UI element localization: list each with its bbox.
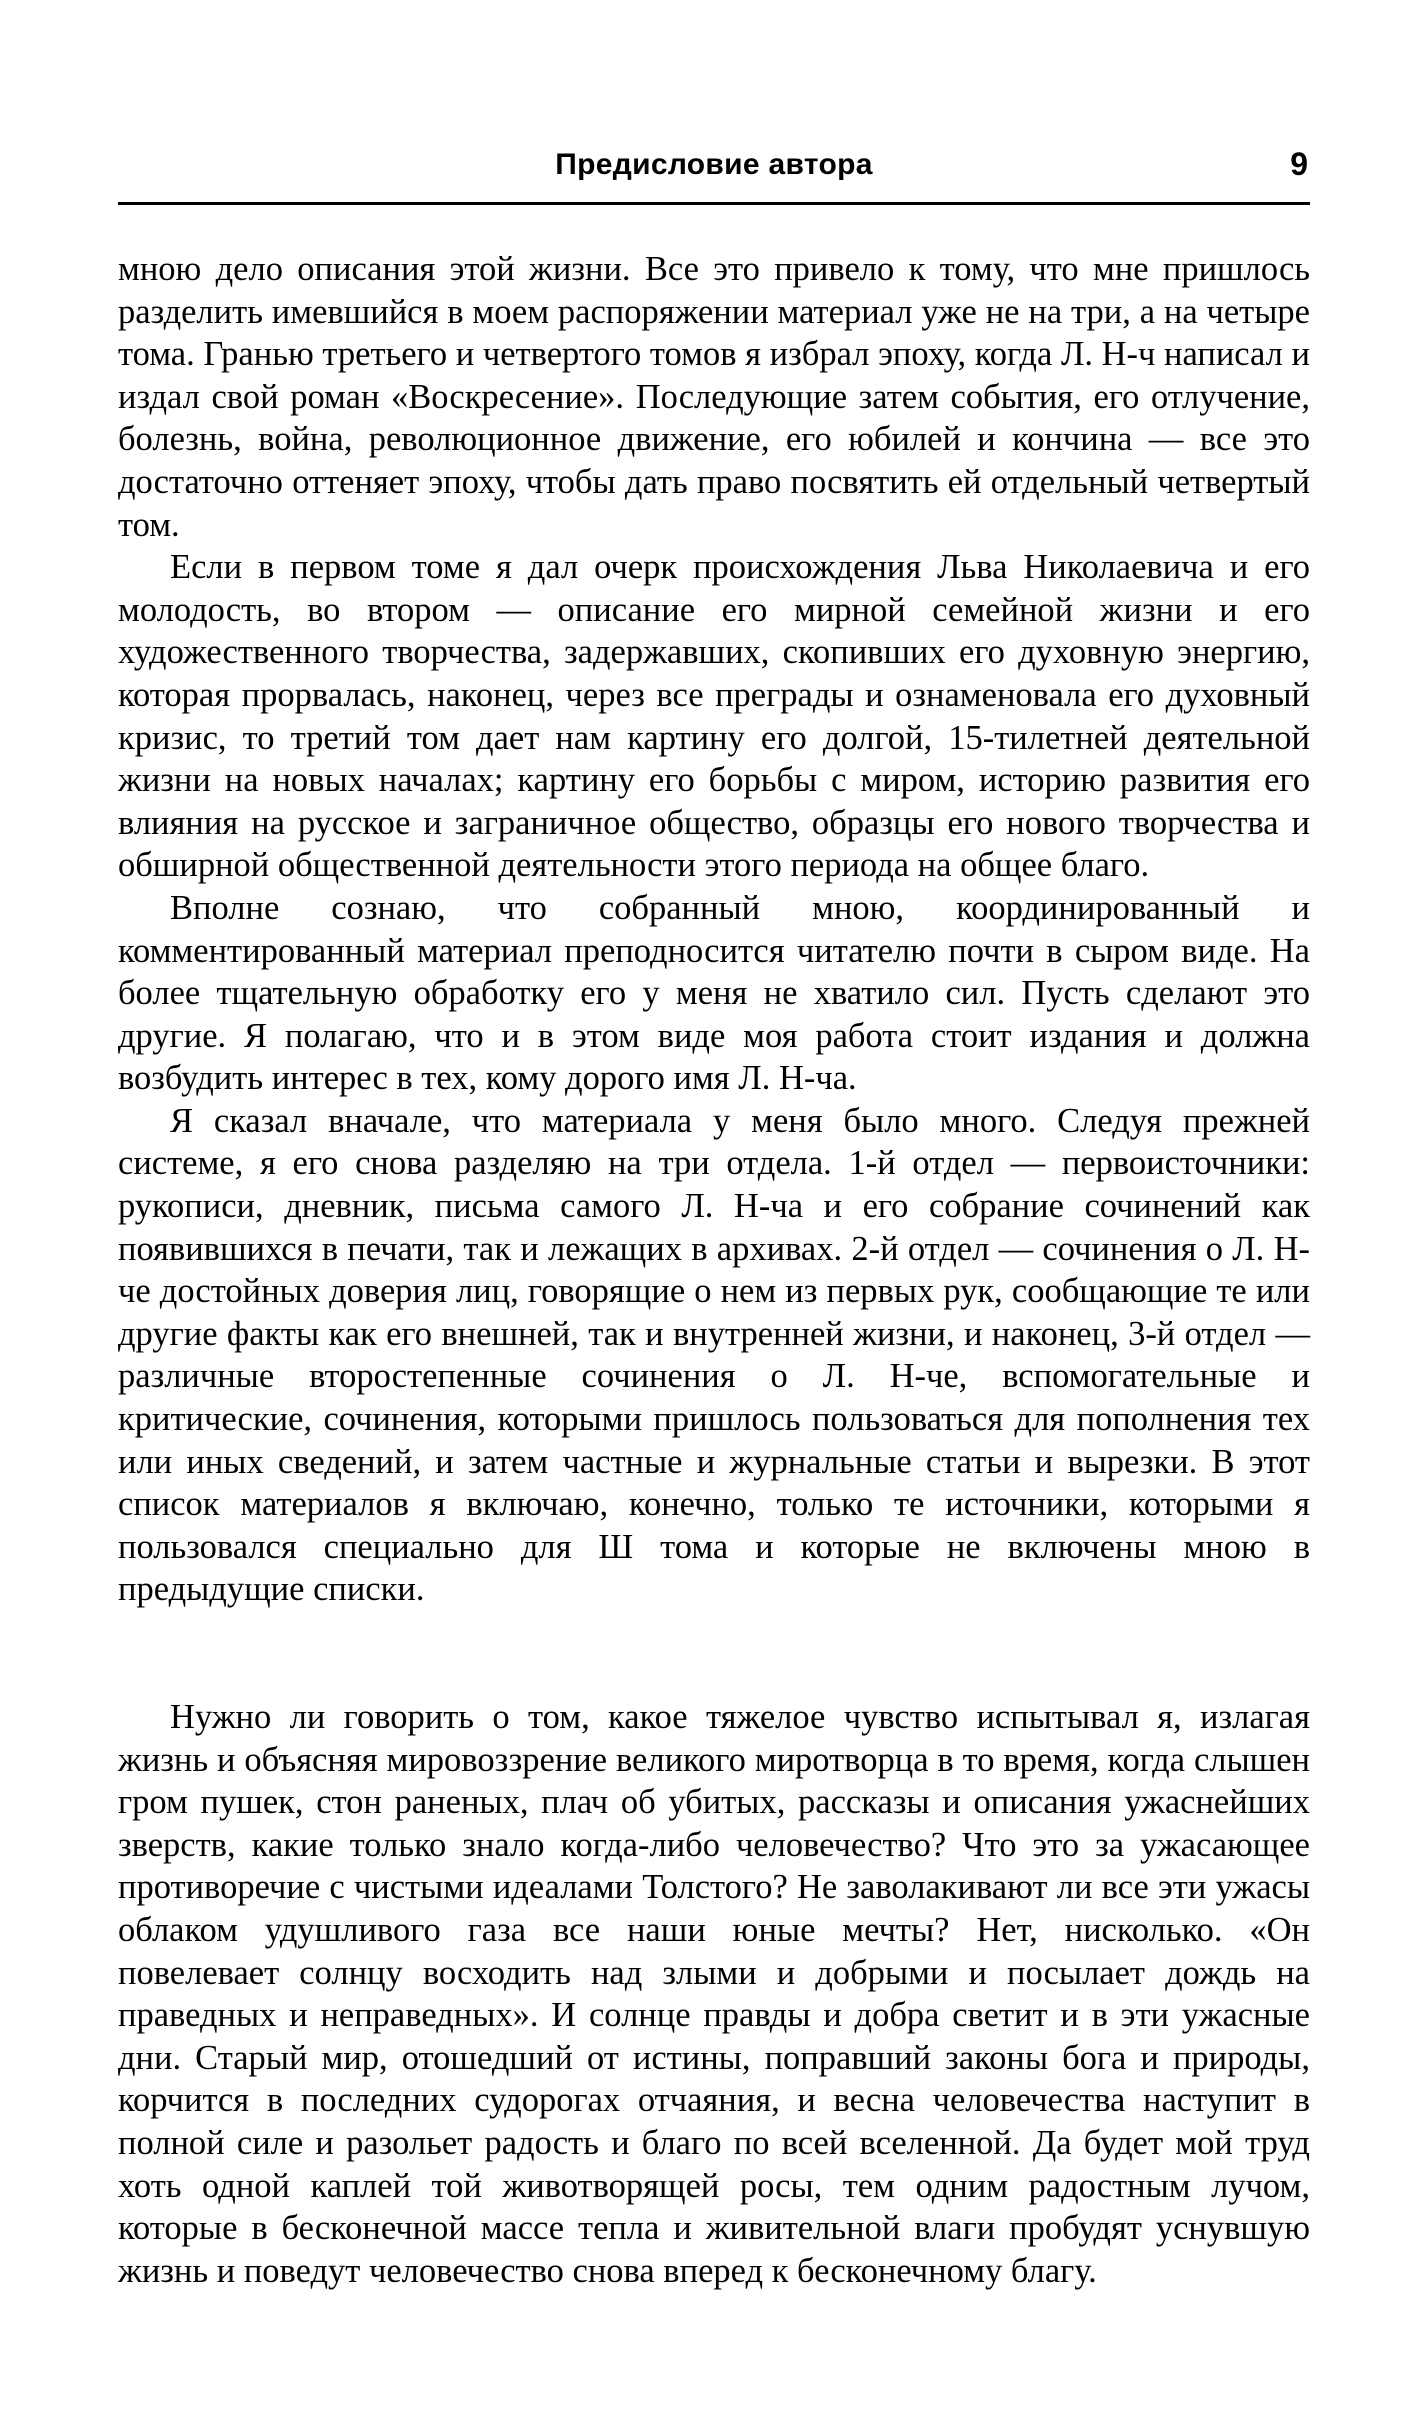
paragraph: Нужно ли говорить о том, какое тяжелое чувство испытывал я, излагая жизнь и объясняя мировоззрение великого миротворца в то время, когда слышен гром пушек, стон раненых, плач об убитых, рассказы и описания ужаснейших зверств, какие только знало когда-либо человечество? Что это за ужасающее противоречие с чистыми идеалами Толстого? Не заволакивают ли все эти ужасы облаком удушливого газа все наши юные мечты? Нет, нисколько. «Он повелевает солнцу восходить над злыми и добрыми и посылает дождь на праведных и неправедных». И солнце правды и добра светит и в эти ужасные дни. Старый мир, отошедший от истины, поправший законы бога и природы, корчится в последних судорогах отчаяния, и весна человечества наступит в полной силе и разольет радость и благо по всей вселенной. Да будет мой труд хоть одной каплей той животворящей росы, тем одним радостным лучом, которые в бесконечной массе тепла и живительной влаги пробудят уснувшую жизнь и поведут человечество снова вперед к бесконечному благу. <box>118 1698 1310 2290</box>
running-header <box>118 142 1310 198</box>
paragraph: Если в первом томе я дал очерк происхождения Льва Николаевича и его молодость, во втором — описание его мирной семейной жизни и его художественного творчества, задержавших, скопивших его духовную энергию, которая прорвалась, наконец, через все преграды и ознаменовала его духовный кризис, то третий том дает нам картину его долгой, 15-тилетней деятельной жизни на новых началах; картину его борьбы с миром, историю развития его влияния на русское и заграничное общество, образцы его нового творчества и обширной общественной деятельности этого периода на общее благо. <box>118 548 1310 885</box>
paragraph-continuation: мною дело описания этой жизни. Все это привело к тому, что мне пришлось разделить имевшийся в моем распоряжении материал уже не на три, а на четыре тома. Гранью третьего и четвертого томов я избрал эпоху, когда Л. Н-ч написал и издал свой роман «Воскресение». Последующие затем события, его отлучение, болезнь, война, революционное движение, его юбилей и кончина — все это достаточно оттеняет эпоху, чтобы дать право посвятить ей отдельный четвертый том. <box>118 250 1310 544</box>
body-text <box>118 248 1310 2292</box>
paragraph: Я сказал вначале, что материала у меня было много. Следуя прежней системе, я его снова разделяю на три отдела. 1-й отдел — первоисточники: рукописи, дневник, письма самого Л. Н-ча и его собрание сочинений как появившихся в печати, так и лежащих в архивах. 2-й отдел — сочинения о Л. Н-че достойных доверия лиц, говорящие о нем из первых рук, сообщающие те или другие факты как его внешней, так и внутренней жизни, и наконец, 3-й отдел — различные второстепенные сочинения о Л. Н-че, вспомогательные и критические, сочинения, которыми пришлось пользоваться для пополнения тех или иных сведений, и затем частные и журнальные статьи и вырезки. В этот список материалов я включаю, конечно, только те источники, которыми я пользовался специально для Ш тома и которые не включены мною в предыдущие списки. <box>118 1101 1310 1609</box>
header-rule <box>118 202 1310 205</box>
page-number: 9 <box>1290 146 1308 182</box>
paragraph: Вполне сознаю, что собранный мною, координированный и комментированный материал преподносится читателю почти в сыром виде. На более тщательную обработку его у меня не хватило сил. Пусть сделают это другие. Я полагаю, что и в этом виде моя работа стоит издания и должна возбудить интерес в тех, кому дорого имя Л. Н-ча. <box>118 888 1310 1098</box>
book-page <box>118 0 1310 2423</box>
running-title: Предисловие автора <box>555 148 873 181</box>
